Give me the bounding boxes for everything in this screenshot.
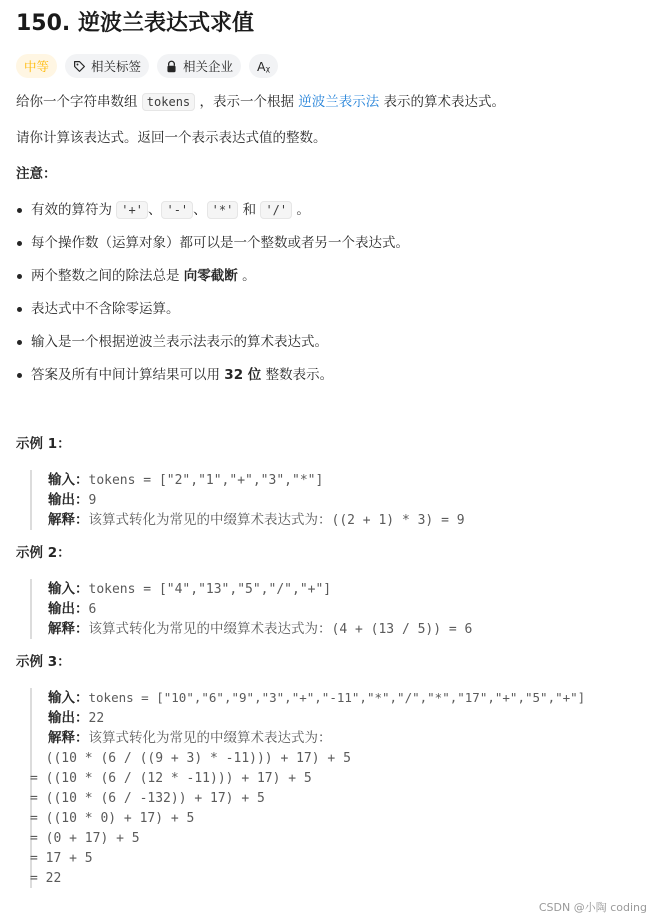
note-text: 、 — [147, 202, 162, 218]
desc-text: 给你一个字符串数组 — [16, 94, 142, 110]
list-item: 每个操作数（运算对象）都可以是一个整数或者另一个表达式。 — [16, 233, 639, 253]
note-text: 。 — [237, 268, 256, 284]
tag-icon — [73, 60, 86, 73]
input-value: tokens = ["10","6","9","3","+","-11","*","/","*","17","+","5","+"] — [88, 690, 586, 705]
list-item — [16, 266, 639, 286]
example-2-block — [30, 579, 639, 639]
explain-step: = (0 + 17) + 5 — [30, 831, 140, 846]
desc-text: ，表示一个根据 — [195, 94, 299, 110]
output-label: 输出： — [48, 710, 89, 726]
note-text: 答案及所有中间计算结果可以用 — [31, 367, 225, 383]
explain-step: = ((10 * (6 / -132)) + 17) + 5 — [30, 791, 265, 806]
explain-text: 该算式转化为常见的中缀算术表达式为： — [88, 512, 332, 528]
tokens-code: tokens — [142, 93, 195, 111]
example-1-block — [30, 470, 639, 530]
explain-step: = 22 — [30, 871, 62, 886]
input-label: 输入： — [48, 690, 89, 706]
explain-expression: (4 + (13 / 5)) = 6 — [331, 622, 473, 637]
input-label: 输入： — [48, 581, 89, 597]
operator-code: '+' — [116, 201, 148, 219]
related-tags-label: 相关标签 — [91, 59, 142, 74]
list-item — [16, 200, 639, 220]
note-text: 有效的算符为 — [31, 202, 117, 218]
example-3-block — [30, 688, 639, 888]
operator-code: '/' — [260, 201, 292, 219]
note-bold: 向零截断 — [183, 268, 238, 284]
note-text: 整数表示。 — [261, 367, 334, 383]
output-value: 9 — [88, 493, 97, 508]
explain-label: 解释： — [48, 621, 89, 637]
tag-bar — [16, 54, 639, 80]
explain-label: 解释： — [48, 512, 89, 528]
translate-button[interactable] — [249, 54, 278, 78]
input-value: tokens = ["4","13","5","/","+"] — [88, 582, 332, 597]
desc-text: 表示的算术表达式。 — [379, 94, 506, 110]
related-companies-button[interactable] — [157, 54, 241, 78]
explain-expression: ((2 + 1) * 3) = 9 — [331, 513, 465, 528]
explain-step: ((10 * (6 / ((9 + 3) * -11))) + 17) + 5 — [30, 751, 351, 766]
lock-icon — [165, 60, 178, 73]
list-item — [16, 365, 639, 385]
output-value: 6 — [88, 602, 97, 617]
explain-step: = ((10 * (6 / (12 * -11))) + 17) + 5 — [30, 771, 312, 786]
operator-code: '*' — [207, 201, 239, 219]
explain-step: = ((10 * 0) + 17) + 5 — [30, 811, 195, 826]
example-1-title: 示例 1： — [16, 436, 71, 452]
output-label: 输出： — [48, 601, 89, 617]
notes-list — [16, 200, 639, 385]
problem-title: 150. 逆波兰表达式求值 — [16, 11, 254, 36]
note-bold: 32 位 — [224, 367, 262, 383]
input-label: 输入： — [48, 472, 89, 488]
related-tags-button[interactable] — [65, 54, 149, 78]
explain-text: 该算式转化为常见的中缀算术表达式为： — [88, 730, 332, 746]
explain-label: 解释： — [48, 730, 89, 746]
note-title: 注意： — [16, 166, 57, 182]
explain-step: = 17 + 5 — [30, 851, 93, 866]
related-companies-label: 相关企业 — [183, 59, 234, 74]
note-text: 、 — [193, 202, 207, 218]
example-2-title: 示例 2： — [16, 545, 71, 561]
note-text: 和 — [238, 202, 261, 218]
description-paragraph-1 — [16, 92, 639, 112]
note-text: 。 — [292, 202, 310, 218]
output-value: 22 — [88, 711, 105, 726]
example-3-title: 示例 3： — [16, 654, 71, 670]
translate-icon: Aᵪ — [257, 58, 271, 74]
note-text: 两个整数之间的除法总是 — [31, 268, 184, 284]
operator-code: '-' — [161, 201, 193, 219]
input-value: tokens = ["2","1","+","3","*"] — [88, 473, 324, 488]
description-paragraph-2: 请你计算该表达式。返回一个表示表达式值的整数。 — [16, 130, 327, 146]
explain-text: 该算式转化为常见的中缀算术表达式为： — [88, 621, 332, 637]
output-label: 输出： — [48, 492, 89, 508]
list-item: 表达式中不含除零运算。 — [16, 299, 639, 319]
list-item: 输入是一个根据逆波兰表示法表示的算术表达式。 — [16, 332, 639, 352]
difficulty-badge[interactable]: 中等 — [16, 54, 57, 78]
rpn-link[interactable]: 逆波兰表示法 — [298, 94, 380, 110]
watermark: CSDN @小陶 coding — [538, 901, 647, 914]
